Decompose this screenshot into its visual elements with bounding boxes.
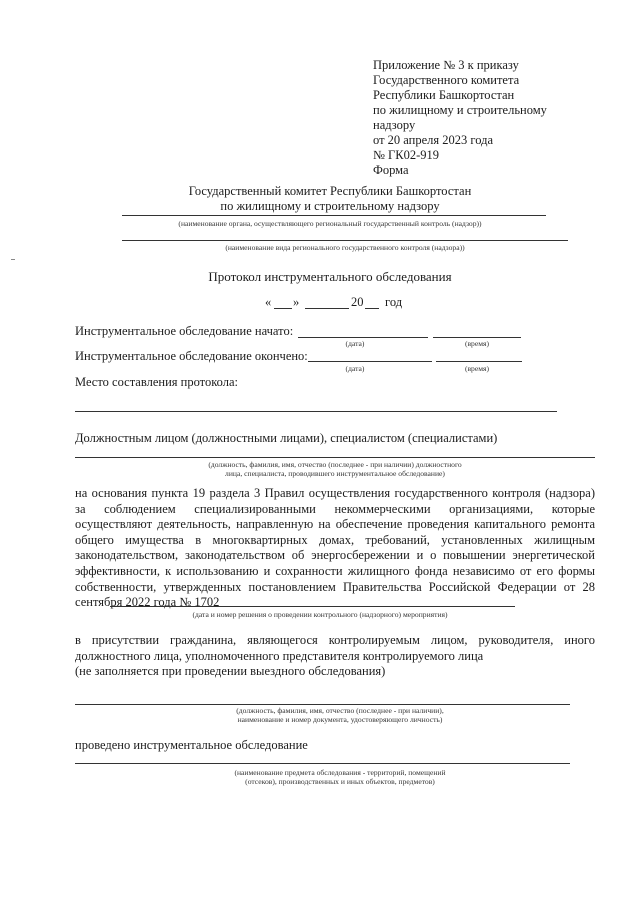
end-time-caption: (время) (464, 364, 490, 373)
year-word: год (385, 295, 403, 309)
start-label: Инструментальное обследование начато: (75, 324, 294, 338)
end-date-caption: (дата) (345, 364, 365, 373)
place-field[interactable] (75, 411, 557, 412)
header-line: надзору (373, 118, 416, 132)
control-type-caption: (наименование вида регионального государственного контроля (надзора)) (225, 243, 465, 252)
day-field[interactable] (274, 308, 292, 309)
presence-field[interactable] (75, 704, 570, 705)
start-time-caption: (время) (464, 339, 490, 348)
appendix-header (373, 58, 613, 178)
start-time-field[interactable] (433, 337, 521, 338)
end-time-field[interactable] (436, 361, 522, 362)
conducted-caption-line1: (наименование предмета обследования - территорий, помещений (234, 768, 446, 777)
month-field[interactable] (305, 308, 349, 309)
officials-caption-line1: (должность, фамилия, имя, отчество (последнее - при наличии) должностного (208, 460, 462, 469)
organ-underline (122, 215, 546, 216)
scan-mark (11, 259, 15, 260)
start-date-field[interactable] (298, 337, 428, 338)
presence-note: (не заполняется при проведении выездного обследования) (75, 664, 386, 678)
document-title: Протокол инструментального обследования (208, 269, 452, 284)
conducted-field[interactable] (75, 763, 570, 764)
presence-paragraph: в присутствии гражданина, являющегося контролируемым лицом, руководителя, иного должностного лица, уполномоченного представителя контролируемого лица (75, 633, 595, 663)
date-line (265, 295, 465, 311)
century: 20 (351, 295, 364, 309)
presence-caption-line2: наименование и номер документа, удостоверяющего личность) (237, 715, 443, 724)
officials-caption-line2: лица, специалиста, проводившего инструментальное обследование) (225, 469, 445, 478)
end-date-field[interactable] (308, 361, 432, 362)
organ-name-line1: Государственный комитет Республики Башкортостан (188, 184, 472, 198)
basis-caption: (дата и номер решения о проведении контрольного (надзорного) мероприятия) (192, 610, 448, 619)
end-label: Инструментальное обследование окончено: (75, 349, 308, 363)
conducted-caption-line2: (отсеков), производственных и иных объектов, предметов) (245, 777, 435, 786)
officials-field[interactable] (75, 457, 595, 458)
place-label: Место составления протокола: (75, 375, 238, 389)
start-date-caption: (дата) (345, 339, 365, 348)
organ-caption: (наименование органа, осуществляющего региональный государственный контроль (надзор)) (178, 219, 482, 228)
close-quote: » (293, 295, 300, 309)
open-quote: « (265, 295, 272, 309)
presence-caption-line1: (должность, фамилия, имя, отчество (последнее - при наличии), (236, 706, 444, 715)
header-line: Приложение № 3 к приказу (373, 58, 519, 72)
header-line: от 20 апреля 2023 года (373, 133, 494, 147)
header-line: № ГК02-919 (373, 148, 440, 162)
form-label: Форма (373, 163, 409, 177)
header-line: Республики Башкортостан (373, 88, 515, 102)
control-type-line (122, 240, 568, 241)
organ-name-line2: по жилищному и строительному надзору (220, 199, 440, 213)
header-line: Государственного комитета (373, 73, 520, 87)
basis-field[interactable] (110, 606, 515, 607)
year-field[interactable] (365, 308, 379, 309)
officials-label: Должностным лицом (должностными лицами), специалистом (специалистами) (75, 431, 498, 445)
basis-paragraph: на основания пункта 19 раздела 3 Правил осуществления государственного контроля (надзора) за соблюдением специализированными некоммерческими организациями, которые осуществляют деятельность, направленную на обеспечение проведения капитального ремонта общего имущества в многоквартирных домах, требований, установленных жилищным законодательством, законодательством об энергосбережении и о повышении энергетической эффективности, к использованию и сохранности жилищного фонда независимо от его формы собственности, утвержденных постановлением Правительства Российской Федерации от 28 сентября 2022 года № 1702 (75, 486, 595, 610)
header-line: по жилищному и строительному (373, 103, 547, 117)
conducted-label: проведено инструментальное обследование (75, 738, 308, 752)
